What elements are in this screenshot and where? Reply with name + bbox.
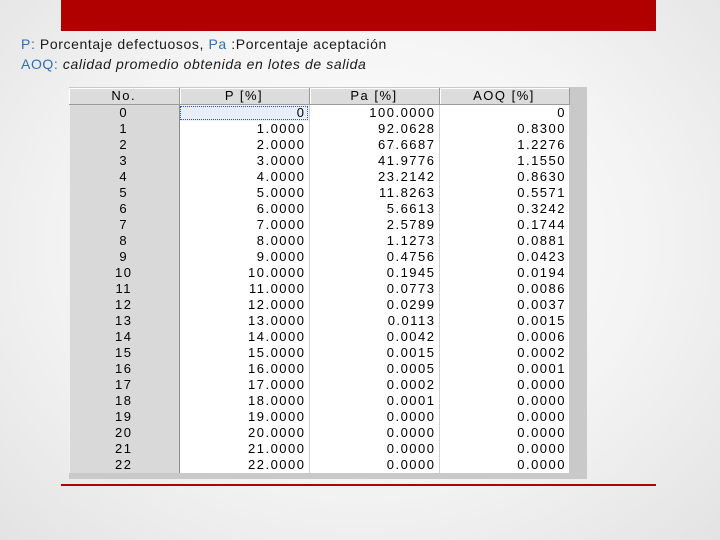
p-cell[interactable]: 13.0000 [179,313,309,329]
aoq-cell[interactable]: 0.0000 [439,409,569,425]
legend-abbr-aoq: AOQ: [21,56,59,72]
row-number-cell[interactable]: 15 [69,345,179,361]
pa-cell[interactable]: 0.0015 [309,345,439,361]
table-row [69,233,569,249]
pa-cell[interactable]: 0.0005 [309,361,439,377]
pa-cell[interactable]: 0.0773 [309,281,439,297]
pa-cell[interactable]: 0.0002 [309,377,439,393]
pa-cell[interactable]: 11.8263 [309,185,439,201]
aoq-cell[interactable]: 0.0001 [439,361,569,377]
row-number-cell[interactable]: 8 [69,233,179,249]
table-row [69,441,569,457]
row-number-cell[interactable]: 9 [69,249,179,265]
aoq-cell[interactable]: 1.2276 [439,137,569,153]
row-number-cell[interactable]: 0 [69,105,179,122]
row-number-cell[interactable]: 2 [69,137,179,153]
row-number-cell[interactable]: 17 [69,377,179,393]
table-row [69,409,569,425]
p-cell[interactable]: 15.0000 [179,345,309,361]
pa-cell[interactable]: 0.0000 [309,457,439,473]
aoq-cell[interactable]: 0.0000 [439,457,569,473]
pa-cell[interactable]: 67.6687 [309,137,439,153]
aoq-cell[interactable]: 0.0000 [439,425,569,441]
top-accent-bar [61,0,656,31]
pa-cell[interactable]: 0.0042 [309,329,439,345]
p-cell[interactable]: 1.0000 [179,121,309,137]
table-row [69,169,569,185]
p-cell[interactable]: 18.0000 [179,393,309,409]
row-number-cell[interactable]: 22 [69,457,179,473]
legend [21,34,387,74]
table-row [69,393,569,409]
aoq-cell[interactable]: 1.1550 [439,153,569,169]
p-cell[interactable]: 11.0000 [179,281,309,297]
row-number-cell[interactable]: 10 [69,265,179,281]
aoq-cell[interactable]: 0 [439,105,569,122]
legend-abbr-pa: Pa [208,36,232,52]
pa-cell[interactable]: 1.1273 [309,233,439,249]
p-cell[interactable]: 20.0000 [179,425,309,441]
table-row [69,217,569,233]
aoq-cell[interactable]: 0.0006 [439,329,569,345]
table-body [69,105,569,474]
pa-cell[interactable]: 23.2142 [309,169,439,185]
p-cell[interactable]: 10.0000 [179,265,309,281]
row-number-cell[interactable]: 1 [69,121,179,137]
table-row [69,425,569,441]
table-row [69,249,569,265]
row-number-cell[interactable]: 7 [69,217,179,233]
p-cell[interactable]: 12.0000 [179,297,309,313]
row-number-cell[interactable]: 12 [69,297,179,313]
table-row [69,377,569,393]
p-cell[interactable]: 3.0000 [179,153,309,169]
aoq-cell[interactable]: 0.0881 [439,233,569,249]
pa-cell[interactable]: 0.0000 [309,409,439,425]
pa-cell[interactable]: 0.1945 [309,265,439,281]
aoq-cell[interactable]: 0.0194 [439,265,569,281]
aoq-cell[interactable]: 0.0086 [439,281,569,297]
pa-cell[interactable]: 92.0628 [309,121,439,137]
p-cell[interactable]: 8.0000 [179,233,309,249]
legend-line-aoq [21,54,387,74]
aoq-cell[interactable]: 0.8630 [439,169,569,185]
row-number-cell[interactable]: 11 [69,281,179,297]
pa-cell[interactable]: 2.5789 [309,217,439,233]
p-cell[interactable]: 17.0000 [179,377,309,393]
p-cell[interactable]: 6.0000 [179,201,309,217]
legend-text-pa: :Porcentaje aceptación [231,36,387,52]
pa-cell[interactable]: 5.6613 [309,201,439,217]
p-cell[interactable]: 5.0000 [179,185,309,201]
row-number-cell[interactable]: 4 [69,169,179,185]
aoq-cell[interactable]: 0.0002 [439,345,569,361]
pa-cell[interactable]: 100.0000 [309,105,439,122]
p-cell[interactable]: 22.0000 [179,457,309,473]
aoq-cell[interactable]: 0.0000 [439,441,569,457]
pa-cell[interactable]: 0.0299 [309,297,439,313]
row-number-cell[interactable]: 21 [69,441,179,457]
p-cell[interactable]: 14.0000 [179,329,309,345]
results-table [69,88,570,473]
aoq-cell[interactable]: 0.3242 [439,201,569,217]
row-number-cell[interactable]: 18 [69,393,179,409]
row-number-cell[interactable]: 16 [69,361,179,377]
aoq-cell[interactable]: 0.1744 [439,217,569,233]
table-row [69,265,569,281]
p-cell[interactable]: 4.0000 [179,169,309,185]
row-number-cell[interactable]: 14 [69,329,179,345]
p-cell[interactable]: 2.0000 [179,137,309,153]
legend-text-p: Porcentaje defectuosos, [35,36,209,52]
table-row [69,105,569,122]
table-row [69,137,569,153]
row-number-cell[interactable]: 3 [69,153,179,169]
aoq-cell[interactable]: 0.0000 [439,377,569,393]
pa-cell[interactable]: 0.0113 [309,313,439,329]
p-cell[interactable]: 7.0000 [179,217,309,233]
table-row [69,153,569,169]
column-header-no[interactable]: No. [69,88,179,105]
table-row [69,121,569,137]
table-row [69,361,569,377]
bottom-accent-line [61,484,656,486]
p-cell[interactable]: 21.0000 [179,441,309,457]
aoq-cell[interactable]: 0.0423 [439,249,569,265]
table-row [69,281,569,297]
row-number-cell[interactable]: 13 [69,313,179,329]
aoq-cell[interactable]: 0.0037 [439,297,569,313]
column-header-pa[interactable]: Pa [%] [309,88,439,105]
legend-abbr-p: P: [21,36,36,52]
table-row [69,329,569,345]
p-cell[interactable]: 19.0000 [179,409,309,425]
aoq-cell[interactable]: 0.8300 [439,121,569,137]
row-number-cell[interactable]: 20 [69,425,179,441]
table-row [69,185,569,201]
legend-text-aoq: calidad promedio obtenida en lotes de salida [58,56,367,72]
row-number-cell[interactable]: 6 [69,201,179,217]
table-row [69,313,569,329]
table-row [69,201,569,217]
aoq-cell[interactable]: 0.0000 [439,393,569,409]
pa-cell[interactable]: 0.4756 [309,249,439,265]
column-header-aoq[interactable]: AOQ [%] [439,88,569,105]
table-row [69,345,569,361]
pa-cell[interactable]: 41.9776 [309,153,439,169]
pa-cell[interactable]: 0.0000 [309,425,439,441]
aoq-cell[interactable]: 0.5571 [439,185,569,201]
pa-cell[interactable]: 0.0001 [309,393,439,409]
p-cell[interactable]: 0 [179,105,309,122]
column-header-p[interactable]: P [%] [179,88,309,105]
row-number-cell[interactable]: 5 [69,185,179,201]
pa-cell[interactable]: 0.0000 [309,441,439,457]
legend-line-percent-defects [21,34,387,54]
row-number-cell[interactable]: 19 [69,409,179,425]
aoq-cell[interactable]: 0.0015 [439,313,569,329]
table-row [69,297,569,313]
table-header-row [69,88,569,105]
p-cell[interactable]: 16.0000 [179,361,309,377]
p-cell[interactable]: 9.0000 [179,249,309,265]
table-row [69,457,569,473]
